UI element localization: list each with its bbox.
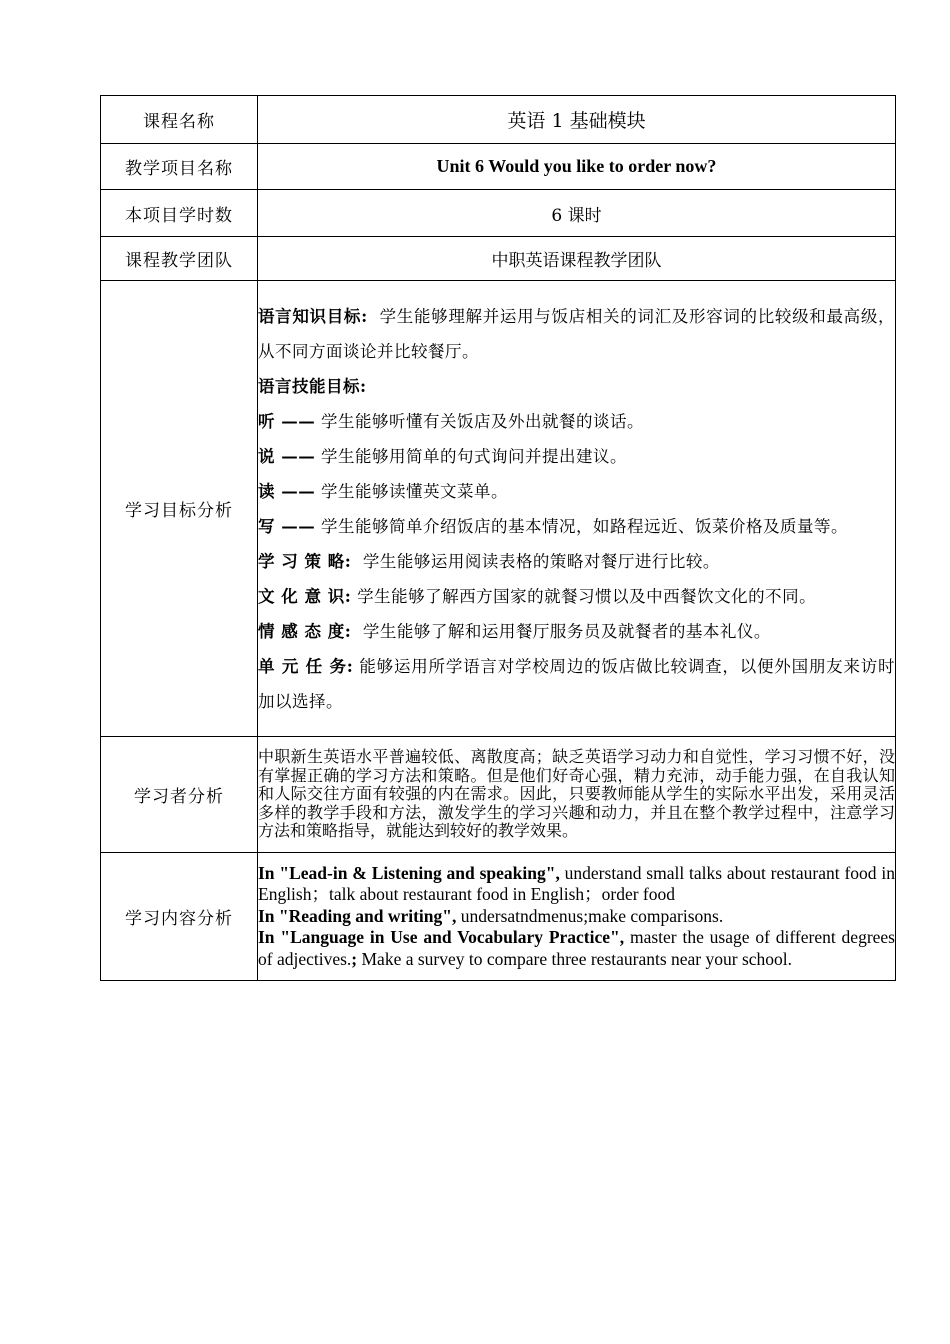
content-heading-1: In "Lead-in & Listening and speaking", xyxy=(258,862,560,883)
learner-text: 中职新生英语水平普遍较低、离散度高；缺乏英语学习动力和自觉性，学习习惯不好，没有掌握正确的学习方法和策略。但是他们好奇心强，精力充沛，动手能力强，在自我认知和人际交往方面有较强的内在需求。因此，只要教师能从学生的实际水平出发，采用灵活多样的教学手段和方法，激发学生的学习兴趣和动力，并且在整个教学过程中，注意学习方法和策略指导，就能达到较好的教学效果。 xyxy=(258,737,896,853)
table-row xyxy=(101,281,896,737)
table-row xyxy=(101,144,896,190)
table-row xyxy=(101,190,896,237)
task-heading: 单 元 任 务: xyxy=(258,656,354,676)
strategy-text: 学生能够运用阅读表格的策略对餐厅进行比较。 xyxy=(362,551,720,571)
read-heading: 读 —— xyxy=(258,481,316,501)
content-heading-3: In "Language in Use and Vocabulary Practice", xyxy=(258,927,625,948)
content-heading-2: In "Reading and writing", xyxy=(258,905,457,926)
knowledge-heading: 语言知识目标: xyxy=(258,306,368,326)
table-row xyxy=(101,96,896,144)
attitude-heading: 情 感 态 度: xyxy=(258,621,352,641)
goals-label: 学习目标分析 xyxy=(101,281,258,737)
content-paragraph-1 xyxy=(258,863,895,906)
attitude-goal xyxy=(258,614,895,649)
write-goal xyxy=(258,509,895,544)
content-label: 学习内容分析 xyxy=(101,853,258,981)
content-text-2: undersatndmenus;make comparisons. xyxy=(456,905,724,926)
content-paragraph-2 xyxy=(258,906,895,927)
content-text-3b: Make a survey to compare three restaurants near your school. xyxy=(357,948,793,969)
goals-cell xyxy=(258,281,896,737)
read-goal xyxy=(258,474,895,509)
speak-text: 学生能够用简单的句式询问并提出建议。 xyxy=(321,446,627,466)
course-name-value: 英语 1 基础模块 xyxy=(258,96,896,144)
strategy-heading: 学 习 策 略: xyxy=(258,551,352,571)
learner-label: 学习者分析 xyxy=(101,737,258,853)
project-name-value: Unit 6 Would you like to order now? xyxy=(258,144,896,190)
speak-heading: 说 —— xyxy=(258,446,316,466)
listen-heading: 听 —— xyxy=(258,411,316,431)
table-row xyxy=(101,737,896,853)
listen-text: 学生能够听懂有关饭店及外出就餐的谈话。 xyxy=(321,411,644,431)
knowledge-goal xyxy=(258,299,895,369)
strategy-goal xyxy=(258,544,895,579)
project-name-label: 教学项目名称 xyxy=(101,144,258,190)
culture-heading: 文 化 意 识: xyxy=(258,586,352,606)
content-paragraph-3 xyxy=(258,927,895,970)
attitude-text: 学生能够了解和运用餐厅服务员及就餐者的基本礼仪。 xyxy=(362,621,771,641)
table-row xyxy=(101,237,896,281)
skills-goal xyxy=(258,369,895,404)
write-heading: 写 —— xyxy=(258,516,316,536)
culture-text: 学生能够了解西方国家的就餐习惯以及中西餐饮文化的不同。 xyxy=(357,586,817,606)
task-goal xyxy=(258,649,895,719)
hours-label: 本项目学时数 xyxy=(101,190,258,237)
team-label: 课程教学团队 xyxy=(101,237,258,281)
knowledge-text: 学生能够理解并运用与饭店相关的词汇及形容词的比较级和最高级，从不同方面谈论并比较餐厅。 xyxy=(258,306,896,361)
task-text: 能够运用所学语言对学校周边的饭店做比较调查，以便外国朋友来访时加以选择。 xyxy=(258,656,896,711)
content-text-3: master the usage of different degrees of adjectives. xyxy=(258,927,895,969)
content-cell xyxy=(258,853,896,981)
hours-value: 6 课时 xyxy=(258,190,896,237)
listen-goal xyxy=(258,404,895,439)
course-name-label: 课程名称 xyxy=(101,96,258,144)
read-text: 学生能够读懂英文菜单。 xyxy=(321,481,508,501)
speak-goal xyxy=(258,439,895,474)
course-info-table xyxy=(100,95,896,981)
content-separator: ; xyxy=(351,948,358,969)
table-row xyxy=(101,853,896,981)
write-text: 学生能够简单介绍饭店的基本情况，如路程远近、饭菜价格及质量等。 xyxy=(321,516,848,536)
content-text-1: understand small talks about restaurant food in English；talk about restaurant food in English；order food xyxy=(258,862,895,905)
skills-heading: 语言技能目标: xyxy=(258,376,367,396)
culture-goal xyxy=(258,579,895,614)
team-value: 中职英语课程教学团队 xyxy=(258,237,896,281)
